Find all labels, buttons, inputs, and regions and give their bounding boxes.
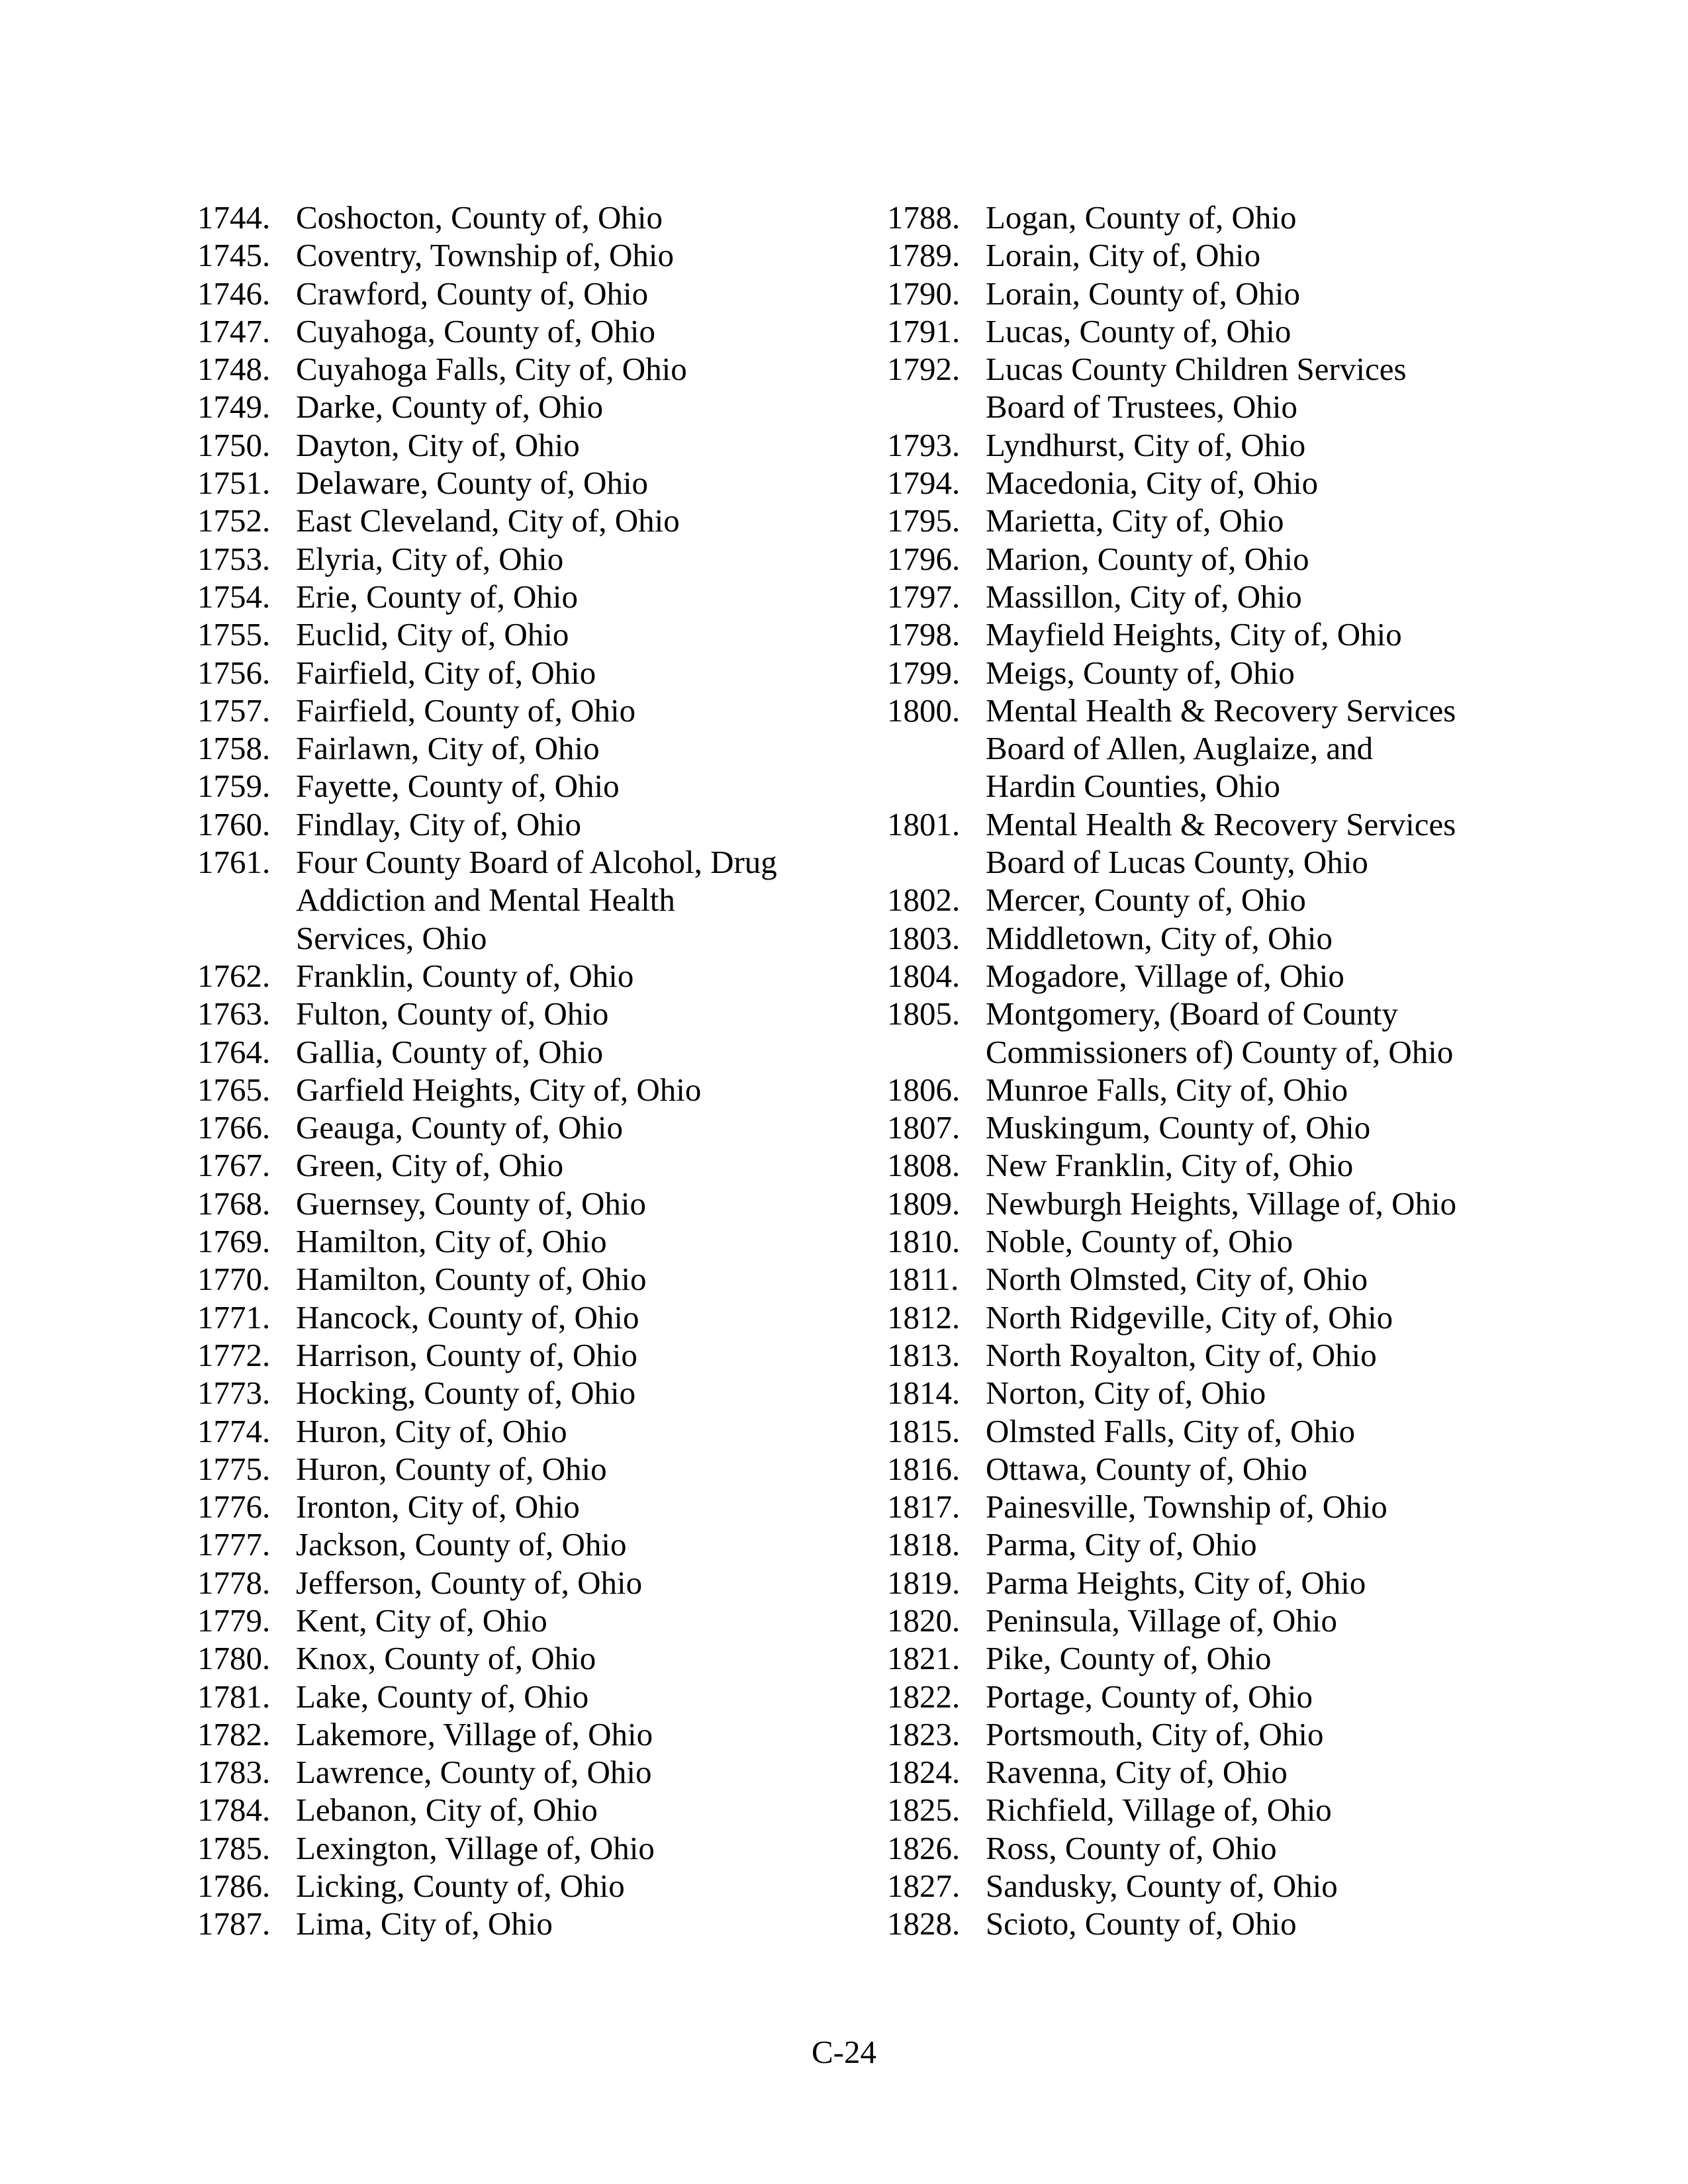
entity-name: Fairfield, City of, Ohio <box>296 654 596 691</box>
entity-name: Munroe Falls, City of, Ohio <box>986 1071 1348 1108</box>
entity-name: Mental Health & Recovery Services Board of Allen, Auglaize, and Hardin Counties, Ohio <box>986 692 1456 805</box>
entity-name: Middletown, City of, Ohio <box>986 919 1333 956</box>
list-item <box>887 1905 1549 1942</box>
entity-name: Macedonia, City of, Ohio <box>986 465 1319 502</box>
entity-name: Logan, County of, Ohio <box>986 199 1297 236</box>
list-item <box>197 1260 859 1298</box>
item-number: 1828. <box>887 1905 961 1942</box>
entity-name: Lucas County Children Services Board of Trustees, Ohio <box>986 351 1407 426</box>
list-item <box>197 1867 859 1905</box>
list-item <box>197 805 859 843</box>
list-item <box>197 729 859 767</box>
entity-name: Coshocton, County of, Ohio <box>296 199 663 236</box>
entity-name: Peninsula, Village of, Ohio <box>986 1602 1338 1639</box>
item-number: 1816. <box>887 1450 961 1487</box>
list-item <box>887 1715 1549 1753</box>
list-item <box>197 1678 859 1715</box>
entity-name: Lakemore, Village of, Ohio <box>296 1715 653 1752</box>
item-number: 1764. <box>197 1033 271 1070</box>
entity-name: Hancock, County of, Ohio <box>296 1298 639 1336</box>
entity-name: Lyndhurst, City of, Ohio <box>986 426 1306 463</box>
entity-name: Lebanon, City of, Ohio <box>296 1792 598 1829</box>
item-number: 1752. <box>197 502 271 539</box>
list-item <box>197 275 859 312</box>
entity-name: Marietta, City of, Ohio <box>986 502 1284 539</box>
list-item <box>197 1753 859 1791</box>
list-item <box>887 426 1549 464</box>
list-item <box>887 1222 1549 1260</box>
list-item <box>887 1336 1549 1374</box>
entity-name: Ross, County of, Ohio <box>986 1829 1277 1866</box>
item-number: 1778. <box>197 1564 271 1601</box>
list-item <box>197 502 859 539</box>
entity-name: Lexington, Village of, Ohio <box>296 1829 655 1866</box>
list-item <box>197 1033 859 1071</box>
entity-name: Dayton, City of, Ohio <box>296 426 580 463</box>
item-number: 1770. <box>197 1261 271 1298</box>
item-number: 1796. <box>887 540 961 577</box>
item-number: 1798. <box>887 616 961 653</box>
entity-name: Parma Heights, City of, Ohio <box>986 1564 1366 1601</box>
list-item <box>887 957 1549 995</box>
list-item <box>887 1829 1549 1867</box>
list-item <box>197 1602 859 1639</box>
entity-name: Norton, City of, Ohio <box>986 1375 1266 1412</box>
item-number: 1822. <box>887 1678 961 1715</box>
list-item <box>887 615 1549 653</box>
list-item <box>887 1260 1549 1298</box>
entity-name: Four County Board of Alcohol, Drug Addiction and Mental Health Services, Ohio <box>296 844 777 956</box>
page-number: C-24 <box>812 2034 876 2070</box>
list-item <box>197 1905 859 1942</box>
entity-name: Darke, County of, Ohio <box>296 388 604 426</box>
item-number: 1815. <box>887 1412 961 1449</box>
entity-name: Guernsey, County of, Ohio <box>296 1185 646 1222</box>
list-item <box>887 805 1549 882</box>
entity-name: Huron, City of, Ohio <box>296 1412 567 1449</box>
list-item <box>197 843 859 957</box>
list-item <box>887 464 1549 502</box>
entity-name: Cuyahoga Falls, City of, Ohio <box>296 351 687 388</box>
entity-name: Harrison, County of, Ohio <box>296 1336 637 1373</box>
item-number: 1802. <box>887 882 961 919</box>
entity-name: Montgomery, (Board of County Commissioners of) County of, Ohio <box>986 995 1454 1070</box>
entity-name: Knox, County of, Ohio <box>296 1640 596 1677</box>
list-item <box>197 236 859 274</box>
entity-name: Fayette, County of, Ohio <box>296 768 620 805</box>
list-item <box>887 1678 1549 1715</box>
item-number: 1744. <box>197 199 271 236</box>
item-number: 1755. <box>197 616 271 653</box>
list-item <box>197 1298 859 1336</box>
list-item <box>887 199 1549 236</box>
item-number: 1771. <box>197 1298 271 1336</box>
item-number: 1773. <box>197 1375 271 1412</box>
item-number: 1758. <box>197 730 271 767</box>
entity-name: Newburgh Heights, Village of, Ohio <box>986 1185 1457 1222</box>
item-number: 1756. <box>197 654 271 691</box>
list-item <box>887 1298 1549 1336</box>
item-number: 1823. <box>887 1715 961 1752</box>
item-number: 1745. <box>197 237 271 274</box>
entity-name: Sandusky, County of, Ohio <box>986 1868 1338 1905</box>
item-number: 1825. <box>887 1792 961 1829</box>
item-number: 1824. <box>887 1754 961 1791</box>
list-item <box>197 1412 859 1450</box>
item-number: 1804. <box>887 957 961 994</box>
list-item <box>887 1867 1549 1905</box>
entity-name: North Olmsted, City of, Ohio <box>986 1261 1368 1298</box>
entity-name: Lorain, County of, Ohio <box>986 275 1300 312</box>
item-number: 1768. <box>197 1185 271 1222</box>
entity-name: Euclid, City of, Ohio <box>296 616 569 653</box>
item-number: 1761. <box>197 844 271 881</box>
item-number: 1769. <box>197 1223 271 1260</box>
item-number: 1759. <box>197 768 271 805</box>
item-number: 1767. <box>197 1147 271 1184</box>
entity-name: Jefferson, County of, Ohio <box>296 1564 643 1601</box>
entity-name: Olmsted Falls, City of, Ohio <box>986 1412 1356 1449</box>
item-number: 1805. <box>887 995 961 1032</box>
list-item <box>887 236 1549 274</box>
item-number: 1763. <box>197 995 271 1032</box>
item-number: 1820. <box>887 1602 961 1639</box>
entity-name: Jackson, County of, Ohio <box>296 1526 627 1563</box>
list-item <box>887 540 1549 578</box>
entity-name: Kent, City of, Ohio <box>296 1602 547 1639</box>
entity-name: Parma, City of, Ohio <box>986 1526 1257 1563</box>
entity-name: Licking, County of, Ohio <box>296 1868 625 1905</box>
entity-name: Garfield Heights, City of, Ohio <box>296 1071 702 1108</box>
item-number: 1780. <box>197 1640 271 1677</box>
item-number: 1757. <box>197 692 271 729</box>
entity-name: Massillon, City of, Ohio <box>986 578 1302 615</box>
list-item <box>887 1185 1549 1222</box>
item-number: 1809. <box>887 1185 961 1222</box>
list-item <box>887 1146 1549 1184</box>
entity-name: Findlay, City of, Ohio <box>296 805 582 842</box>
entity-name: Ottawa, County of, Ohio <box>986 1450 1307 1487</box>
entity-name: Huron, County of, Ohio <box>296 1450 607 1487</box>
entity-name: Cuyahoga, County of, Ohio <box>296 312 656 349</box>
entity-name: East Cleveland, City of, Ohio <box>296 502 680 539</box>
entity-name: Painesville, Township of, Ohio <box>986 1488 1387 1525</box>
list-item <box>197 1336 859 1374</box>
list-item <box>197 654 859 692</box>
item-number: 1813. <box>887 1336 961 1373</box>
item-number: 1817. <box>887 1488 961 1525</box>
item-number: 1826. <box>887 1829 961 1866</box>
entity-name: Geauga, County of, Ohio <box>296 1109 623 1146</box>
item-number: 1753. <box>197 540 271 577</box>
entity-name: Lorain, City of, Ohio <box>986 237 1261 274</box>
item-number: 1807. <box>887 1109 961 1146</box>
item-number: 1784. <box>197 1792 271 1829</box>
list-item <box>197 1525 859 1563</box>
entity-name: Elyria, City of, Ohio <box>296 540 564 577</box>
item-number: 1750. <box>197 426 271 463</box>
list-item <box>887 1412 1549 1450</box>
item-number: 1749. <box>197 388 271 426</box>
list-item <box>887 502 1549 539</box>
list-item <box>887 995 1549 1071</box>
item-number: 1793. <box>887 426 961 463</box>
entity-name: Crawford, County of, Ohio <box>296 275 649 312</box>
item-number: 1772. <box>197 1336 271 1373</box>
item-number: 1774. <box>197 1412 271 1449</box>
list-item <box>887 1488 1549 1525</box>
list-item <box>197 350 859 388</box>
right-column <box>887 199 1549 1943</box>
list-item <box>197 957 859 995</box>
entity-name: Portage, County of, Ohio <box>986 1678 1313 1715</box>
item-number: 1806. <box>887 1071 961 1108</box>
list-item <box>197 767 859 805</box>
entity-name: New Franklin, City of, Ohio <box>986 1147 1354 1184</box>
list-item <box>887 578 1549 615</box>
list-item <box>887 312 1549 350</box>
list-item <box>887 1564 1549 1602</box>
item-number: 1760. <box>197 805 271 842</box>
entity-name: Mental Health & Recovery Services Board of Lucas County, Ohio <box>986 805 1456 881</box>
item-number: 1799. <box>887 654 961 691</box>
entity-name: Noble, County of, Ohio <box>986 1223 1293 1260</box>
entity-name: Muskingum, County of, Ohio <box>986 1109 1371 1146</box>
item-number: 1790. <box>887 275 961 312</box>
item-number: 1766. <box>197 1109 271 1146</box>
item-number: 1781. <box>197 1678 271 1715</box>
item-number: 1785. <box>197 1829 271 1866</box>
list-item <box>887 919 1549 957</box>
list-item <box>887 1639 1549 1677</box>
entity-name: Scioto, County of, Ohio <box>986 1905 1297 1942</box>
item-number: 1811. <box>887 1261 959 1298</box>
list-item <box>197 692 859 729</box>
entity-name: Meigs, County of, Ohio <box>986 654 1295 691</box>
entity-name: Marion, County of, Ohio <box>986 540 1309 577</box>
entity-name: Portsmouth, City of, Ohio <box>986 1715 1324 1752</box>
item-number: 1803. <box>887 919 961 956</box>
entity-name: North Royalton, City of, Ohio <box>986 1336 1377 1373</box>
entity-name: Hamilton, County of, Ohio <box>296 1261 647 1298</box>
list-item <box>197 1185 859 1222</box>
entity-name: Fairfield, County of, Ohio <box>296 692 636 729</box>
item-number: 1782. <box>197 1715 271 1752</box>
item-number: 1783. <box>197 1754 271 1791</box>
list-item <box>197 1146 859 1184</box>
item-number: 1827. <box>887 1868 961 1905</box>
item-number: 1821. <box>887 1640 961 1677</box>
entity-name: Hocking, County of, Ohio <box>296 1375 636 1412</box>
item-number: 1762. <box>197 957 271 994</box>
entity-name: Green, City of, Ohio <box>296 1147 564 1184</box>
entity-name: Lucas, County of, Ohio <box>986 312 1291 349</box>
item-number: 1810. <box>887 1223 961 1260</box>
entity-name: Lawrence, County of, Ohio <box>296 1754 652 1791</box>
list-item <box>887 1109 1549 1146</box>
item-number: 1777. <box>197 1526 271 1563</box>
item-number: 1800. <box>887 692 961 729</box>
item-number: 1746. <box>197 275 271 312</box>
list-item <box>197 1374 859 1412</box>
item-number: 1794. <box>887 465 961 502</box>
entity-name: Ravenna, City of, Ohio <box>986 1754 1288 1791</box>
item-number: 1801. <box>887 805 961 842</box>
list-item <box>197 1071 859 1109</box>
list-item <box>197 1564 859 1602</box>
list-item <box>197 426 859 464</box>
list-item <box>197 995 859 1032</box>
list-item <box>887 1602 1549 1639</box>
item-number: 1765. <box>197 1071 271 1108</box>
item-number: 1818. <box>887 1526 961 1563</box>
list-item <box>197 312 859 350</box>
list-item <box>197 1715 859 1753</box>
entity-name: Franklin, County of, Ohio <box>296 957 634 994</box>
entity-name: Hamilton, City of, Ohio <box>296 1223 607 1260</box>
item-number: 1789. <box>887 237 961 274</box>
entity-name: Richfield, Village of, Ohio <box>986 1792 1332 1829</box>
item-number: 1795. <box>887 502 961 539</box>
list-item <box>887 275 1549 312</box>
list-item <box>197 1450 859 1488</box>
entity-name: Erie, County of, Ohio <box>296 578 578 615</box>
left-column <box>197 199 859 1943</box>
item-number: 1754. <box>197 578 271 615</box>
item-number: 1792. <box>887 351 961 388</box>
list-item <box>887 881 1549 919</box>
entity-name: Lake, County of, Ohio <box>296 1678 589 1715</box>
entity-name: North Ridgeville, City of, Ohio <box>986 1298 1393 1336</box>
entity-name: Mercer, County of, Ohio <box>986 882 1306 919</box>
item-number: 1787. <box>197 1905 271 1942</box>
list-item <box>197 578 859 615</box>
list-item <box>197 1829 859 1867</box>
entity-name: Coventry, Township of, Ohio <box>296 237 674 274</box>
list-item <box>887 1374 1549 1412</box>
list-item <box>197 388 859 426</box>
list-item <box>197 1488 859 1525</box>
item-number: 1791. <box>887 312 961 349</box>
list-item <box>887 1525 1549 1563</box>
list-item <box>197 1222 859 1260</box>
item-number: 1786. <box>197 1868 271 1905</box>
entity-name: Pike, County of, Ohio <box>986 1640 1272 1677</box>
list-item <box>197 1791 859 1829</box>
list-item <box>197 199 859 236</box>
entity-name: Lima, City of, Ohio <box>296 1905 553 1942</box>
entity-name: Ironton, City of, Ohio <box>296 1488 580 1525</box>
item-number: 1819. <box>887 1564 961 1601</box>
item-number: 1775. <box>197 1450 271 1487</box>
item-number: 1814. <box>887 1375 961 1412</box>
item-number: 1748. <box>197 351 271 388</box>
list-item <box>887 1450 1549 1488</box>
list-item <box>887 1753 1549 1791</box>
entity-name: Delaware, County of, Ohio <box>296 465 649 502</box>
item-number: 1747. <box>197 312 271 349</box>
list-item <box>887 692 1549 805</box>
entity-name: Gallia, County of, Ohio <box>296 1033 604 1070</box>
list-item <box>197 1639 859 1677</box>
list-item <box>197 615 859 653</box>
list-item <box>197 1109 859 1146</box>
entity-name: Mayfield Heights, City of, Ohio <box>986 616 1402 653</box>
list-item <box>197 464 859 502</box>
list-item <box>887 654 1549 692</box>
item-number: 1797. <box>887 578 961 615</box>
entity-name: Fulton, County of, Ohio <box>296 995 609 1032</box>
item-number: 1779. <box>197 1602 271 1639</box>
entity-name: Mogadore, Village of, Ohio <box>986 957 1344 994</box>
list-item <box>197 540 859 578</box>
entity-name: Fairlawn, City of, Ohio <box>296 730 600 767</box>
item-number: 1812. <box>887 1298 961 1336</box>
list-item <box>887 350 1549 426</box>
item-number: 1808. <box>887 1147 961 1184</box>
list-item <box>887 1791 1549 1829</box>
list-item <box>887 1071 1549 1109</box>
item-number: 1788. <box>887 199 961 236</box>
item-number: 1751. <box>197 465 271 502</box>
item-number: 1776. <box>197 1488 271 1525</box>
